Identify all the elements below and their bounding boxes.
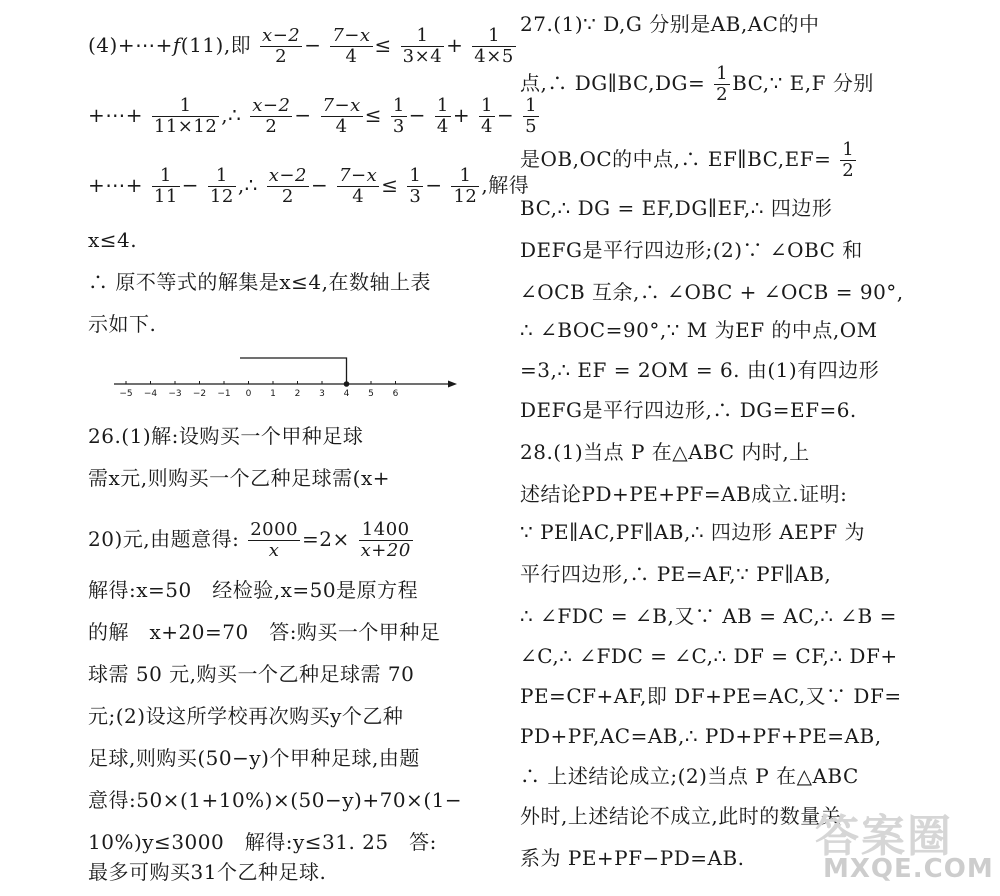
p28-line-3: ∵ PE∥AC,PF∥AB,∴ 四边形 AEPF 为 bbox=[520, 520, 866, 544]
p28-line-11: 系为 PE+PF−PD=AB. bbox=[520, 846, 745, 870]
solution-set-bracket bbox=[240, 358, 347, 384]
number-line bbox=[112, 352, 462, 406]
p27-line-4: BC,∴ DG = EF,DG∥EF,∴ 四边形 bbox=[520, 196, 833, 220]
left-line-3: +⋯+ $\frac{1}{11}$ − $\frac{1}{12}$ ,∴ $\frac{x-2}{2}$ − $\frac{7-x}{4}$ ≤ $\frac{1}{3}$ − $\frac{1}{12}$ ,解得 bbox=[88, 165, 530, 207]
p28-line-6: ∠C,∴ ∠FDC = ∠C,∴ DF = CF,∴ DF+ bbox=[520, 644, 898, 668]
p28-line-7: PE=CF+AF,即 DF+PE=AC,又∵ DF= bbox=[520, 684, 902, 708]
p28-line-5: ∴ ∠FDC = ∠B,又∵ AB = AC,∴ ∠B = bbox=[520, 604, 897, 628]
fraction: $\frac{1}{3}$ bbox=[409, 165, 422, 207]
left-line-5: ∴ 原不等式的解集是x≤4,在数轴上表 bbox=[88, 270, 431, 294]
p28-line-9: ∴ 上述结论成立;(2)当点 P 在△ABC bbox=[520, 764, 859, 788]
axis-tick-label: −3 bbox=[168, 389, 182, 399]
fraction: $\frac{7-x}{4}$ bbox=[322, 95, 361, 137]
axis-tick-label: 6 bbox=[392, 389, 399, 399]
fraction: $\frac{1}{4}$ bbox=[481, 95, 493, 137]
solution-endpoint-dot bbox=[344, 381, 350, 387]
fraction: $\frac{1}{2}$ bbox=[716, 63, 729, 105]
fraction: $\frac{7-x}{4}$ bbox=[332, 25, 371, 67]
p27-line-8: =3,∴ EF = 2OM = 6. 由(1)有四边形 bbox=[520, 358, 880, 382]
axis-tick-label: 4 bbox=[343, 389, 350, 399]
axis-tick-label: −2 bbox=[192, 389, 207, 399]
p26-line-3: 20)元,由题意得: $\frac{2000}{x}$ =2× $\frac{1400}{x+20}$ bbox=[88, 519, 411, 561]
p28-line-2: 述结论PD+PE+PF=AB成立.证明: bbox=[520, 482, 848, 506]
fraction: $\frac{1}{11}$ bbox=[153, 165, 178, 207]
p27-line-3: 是OB,OC的中点,∴ EF∥BC,EF= $\frac{1}{2}$ bbox=[520, 139, 855, 181]
axis-tick-label: 2 bbox=[294, 389, 301, 399]
p26-line-1: 26.(1)解:设购买一个甲种足球 bbox=[88, 424, 364, 448]
left-line-2: +⋯+ $\frac{1}{11\times 12}$ ,∴ $\frac{x-2}{2}$ − $\frac{7-x}{4}$ ≤ $\frac{1}{3}$ − $\frac{1}{4}$ + $\frac{1}{4}$ − $\frac{1}{5}$ bbox=[88, 95, 538, 137]
axis-tick-label: −4 bbox=[143, 389, 158, 399]
p27-line-1: 27.(1)∵ D,G 分别是AB,AC的中 bbox=[520, 12, 820, 36]
fraction: $\frac{1}{11\times 12}$ bbox=[153, 95, 218, 137]
axis-tick-label: 3 bbox=[319, 389, 325, 399]
p26-line-7: 元;(2)设这所学校再次购买y个乙种 bbox=[88, 704, 404, 728]
watermark bbox=[805, 800, 995, 892]
watermark-url-text: MXQE.COM bbox=[823, 854, 994, 884]
left-line-6: 示如下. bbox=[88, 312, 157, 336]
p26-line-5: 的解 x+20=70 答:购买一个甲种足 bbox=[88, 620, 441, 644]
p27-line-9: DEFG是平行四边形,∴ DG=EF=6. bbox=[520, 398, 857, 422]
fraction: $\frac{1}{2}$ bbox=[842, 139, 855, 181]
p28-line-4: 平行四边形,∴ PE=AF,∵ PF∥AB, bbox=[520, 562, 832, 586]
p26-line-10: 10%)y≤3000 解得:y≤31. 25 答: bbox=[88, 830, 437, 854]
p28-line-1: 28.(1)当点 P 在△ABC 内时,上 bbox=[520, 440, 810, 464]
axis-tick-label: −1 bbox=[217, 389, 231, 399]
axis-tick-label: 0 bbox=[245, 389, 252, 399]
number-line-svg bbox=[112, 352, 462, 406]
p26-line-11: 最多可购买31个乙种足球. bbox=[88, 860, 327, 884]
fraction: $\frac{x-2}{2}$ bbox=[262, 25, 301, 67]
fraction: $\frac{1}{4}$ bbox=[436, 95, 449, 137]
fraction: $\frac{1400}{x+20}$ bbox=[360, 519, 411, 561]
fraction: $\frac{2000}{x}$ bbox=[250, 519, 299, 561]
p26-line-6: 球需 50 元,购买一个乙种足球需 70 bbox=[88, 662, 415, 686]
p26-line-4: 解得:x=50 经检验,x=50是原方程 bbox=[88, 578, 419, 602]
left-line-1: (4)+⋯+f(11),即 $\frac{x-2}{2}$ − $\frac{7-x}{4}$ ≤ $\frac{1}{3\times 4}$ + $\frac{1}{4\times 5}$ bbox=[88, 25, 514, 67]
fraction: $\frac{1}{3}$ bbox=[392, 95, 405, 137]
p27-line-7: ∴ ∠BOC=90°,∵ M 为EF 的中点,OM bbox=[520, 318, 878, 342]
p28-line-8: PD+PF,AC=AB,∴ PD+PF+PE=AB, bbox=[520, 724, 882, 748]
fraction: $\frac{1}{12}$ bbox=[209, 165, 234, 207]
p27-line-2: 点,∴ DG∥BC,DG= $\frac{1}{2}$ BC,∵ E,F 分别 bbox=[520, 63, 874, 105]
fraction: $\frac{1}{4\times 5}$ bbox=[474, 25, 514, 67]
fraction: $\frac{1}{5}$ bbox=[525, 95, 538, 137]
fraction: $\frac{1}{12}$ bbox=[453, 165, 478, 207]
fraction: $\frac{x-2}{2}$ bbox=[268, 165, 307, 207]
p26-line-2: 需x元,则购买一个乙种足球需(x+ bbox=[88, 466, 390, 490]
p26-line-8: 足球,则购买(50−y)个甲种足球,由题 bbox=[88, 746, 420, 770]
axis-arrow bbox=[448, 381, 457, 388]
p27-line-6: ∠OCB 互余,∴ ∠OBC + ∠OCB = 90°, bbox=[520, 280, 904, 304]
p26-line-9: 意得:50×(1+10%)×(50−y)+70×(1− bbox=[88, 788, 463, 812]
p27-line-5: DEFG是平行四边形;(2)∵ ∠OBC 和 bbox=[520, 238, 863, 262]
fraction: $\frac{1}{3\times 4}$ bbox=[402, 25, 443, 67]
axis-tick-label: 1 bbox=[270, 389, 276, 399]
fraction: $\frac{7-x}{4}$ bbox=[339, 165, 378, 207]
fraction: $\frac{x-2}{2}$ bbox=[252, 95, 291, 137]
p28-line-10: 外时,上述结论不成立,此时的数量关 bbox=[520, 804, 842, 828]
axis-tick-label: −5 bbox=[119, 389, 133, 399]
watermark-chinese-text: 答案圈 bbox=[815, 811, 953, 862]
left-line-4: x≤4. bbox=[88, 228, 138, 252]
axis-tick-label: 5 bbox=[368, 389, 374, 399]
